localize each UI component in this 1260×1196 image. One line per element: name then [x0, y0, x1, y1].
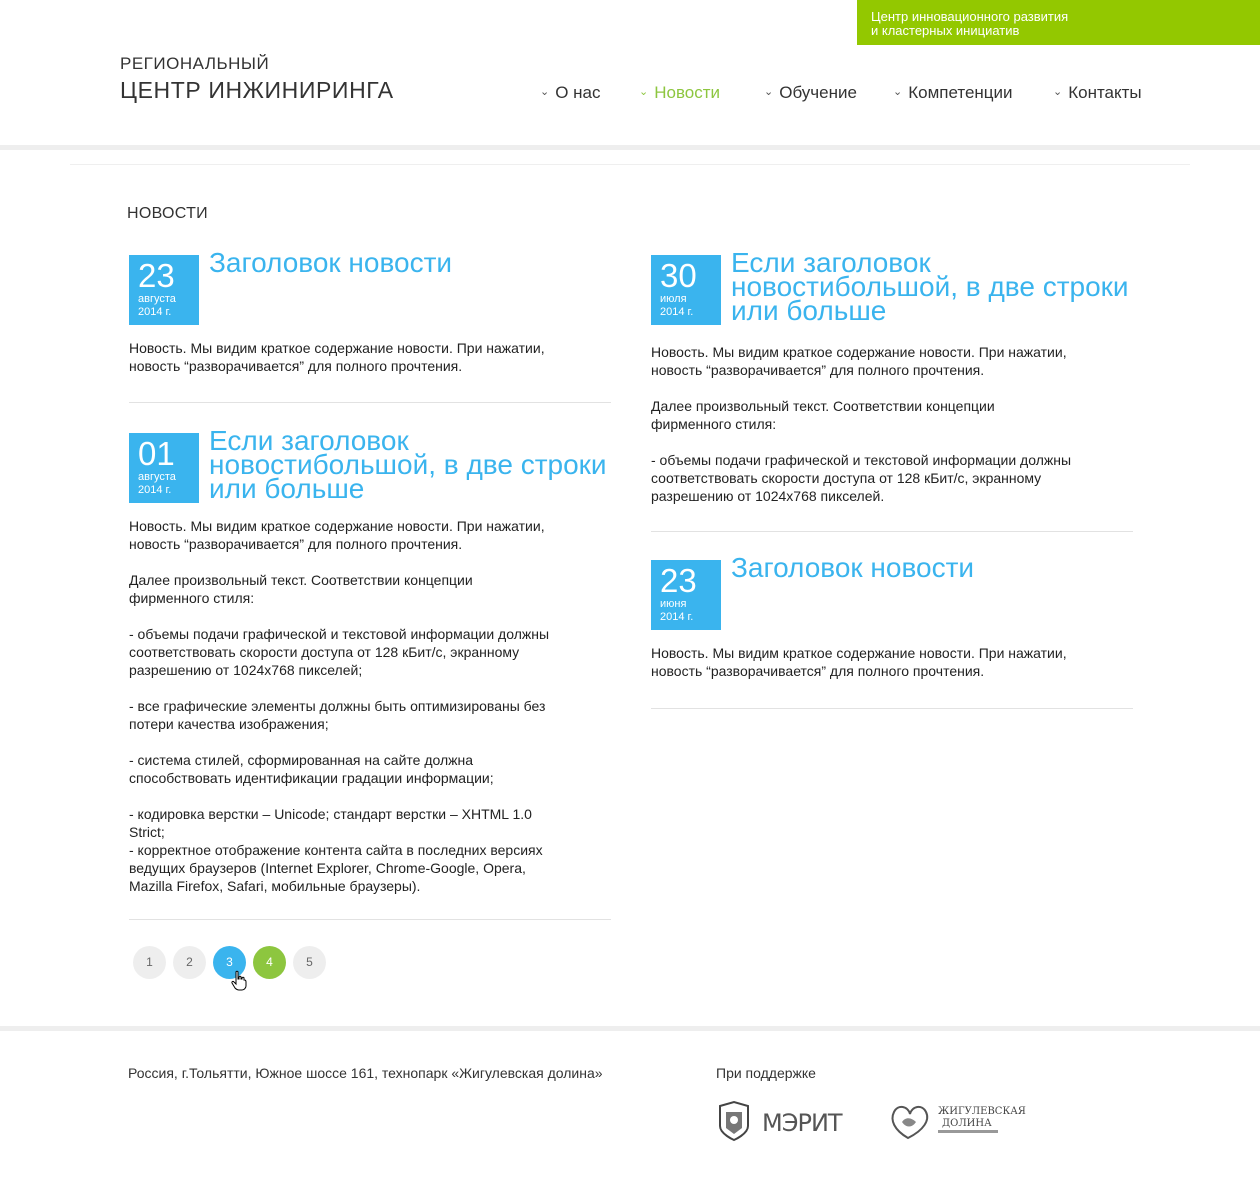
chevron-down-icon: ⌄	[1053, 86, 1063, 98]
news-title-link[interactable]: Если заголовок новостибольшой, в две строки или больше	[731, 247, 1129, 326]
news-title-link[interactable]: Заголовок новости	[731, 552, 975, 583]
nav-item-competencies[interactable]	[893, 83, 1013, 103]
news-text: Новость. Мы видим краткое содержание новости. При нажатии, новость “разворачивается” для полного прочтения.	[651, 645, 1067, 679]
news-month: августа	[138, 293, 176, 305]
news-text: Новость. Мы видим краткое содержание новости. При нажатии, новость “разворачивается” для полного прочтения. Далее произвольный текст. Соответствии концепции фирменного стиля: - объемы подачи графической и текстовой информации должны соответствовать скорости доступа от 128 кБит/с, экранному разрешению от 1024x768 пикселей; - все графические элементы должны быть оптимизированы без потери качества изображения; - система стилей, сформированная на сайте должна способствовать идентификации градации информации; - кодировка верстки – Unicode; стандарт верстки – XHTML 1.0 Strict; - корректное отображение контента сайта в последних версиях ведущих браузеров (Internet Explorer, Chrome-Google, Opera, Mazilla Firefox, Safari, мобильные браузеры).	[129, 518, 550, 894]
merit-logo[interactable]	[716, 1100, 861, 1142]
header-divider	[0, 145, 1260, 150]
page-button-2[interactable]: 2	[173, 946, 206, 979]
news-divider	[129, 919, 611, 920]
page-button-3-current[interactable]: 3	[213, 946, 246, 979]
page-button-5[interactable]: 5	[293, 946, 326, 979]
news-divider	[651, 531, 1133, 532]
logo-line2: ЦЕНТР ИНЖИНИРИНГА	[120, 77, 394, 103]
news-year: 2014 г.	[138, 306, 172, 318]
logo-line1: РЕГИОНАЛЬНЫЙ	[120, 54, 270, 73]
footer-support-label: При поддержке	[716, 1065, 816, 1081]
news-divider	[651, 708, 1133, 709]
nav-item-label: О нас	[555, 83, 601, 102]
top-badge[interactable]	[857, 0, 1260, 45]
header-divider-thin	[70, 164, 1190, 165]
news-month: июня	[660, 598, 687, 610]
news-month: августа	[138, 471, 176, 483]
nav-item-education[interactable]	[764, 83, 857, 103]
news-text: Новость. Мы видим краткое содержание новости. При нажатии, новость “разворачивается” для полного прочтения.	[129, 340, 545, 374]
nav-item-about[interactable]	[540, 83, 601, 103]
news-date-badge	[651, 560, 721, 630]
nav-item-label: Новости	[654, 83, 721, 102]
zhigulevskaya-dolina-logo[interactable]	[888, 1100, 1026, 1142]
news-date-badge	[129, 433, 199, 503]
footer-address: Россия, г.Тольятти, Южное шоссе 161, технопарк «Жигулевская долина»	[128, 1065, 603, 1081]
news-date-badge	[651, 255, 721, 325]
main-nav	[0, 83, 1260, 107]
hand-cursor-icon	[231, 971, 247, 991]
news-day: 23	[660, 562, 697, 599]
news-month: июля	[660, 293, 687, 305]
nav-item-news[interactable]	[639, 83, 720, 103]
page-button-4-hover[interactable]: 4	[253, 946, 286, 979]
jd-logo-text2: ДОЛИНА	[942, 1118, 992, 1129]
top-badge-line2: и кластерных инициатив	[871, 23, 1020, 38]
chevron-down-icon: ⌄	[540, 86, 550, 98]
news-text: Новость. Мы видим краткое содержание новости. При нажатии, новость “разворачивается” для полного прочтения. Далее произвольный текст. Соответствии концепции фирменного стиля: - объемы подачи графической и текстовой информации должны соответствовать скорости доступа от 128 кБит/с, экранному разрешению от 1024x768 пикселей.	[651, 344, 1072, 504]
news-date-badge	[129, 255, 199, 325]
top-badge-line1: Центр инновационного развития	[871, 9, 1069, 24]
jd-logo-text1: ЖИГУЛЕВСКАЯ	[938, 1106, 1026, 1117]
nav-item-label: Компетенции	[908, 83, 1013, 102]
chevron-down-icon: ⌄	[764, 86, 774, 98]
page-title: НОВОСТИ	[127, 205, 208, 222]
chevron-down-icon: ⌄	[893, 86, 903, 98]
news-divider	[129, 402, 611, 403]
news-year: 2014 г.	[660, 611, 694, 623]
merit-logo-text: МЭРИТ	[762, 1109, 842, 1137]
news-title-link[interactable]: Если заголовок новостибольшой, в две строки или больше	[209, 425, 607, 504]
news-year: 2014 г.	[660, 306, 694, 318]
footer-divider	[0, 1026, 1260, 1031]
news-day: 30	[660, 257, 697, 294]
chevron-down-icon: ⌄	[639, 86, 649, 98]
nav-item-contacts[interactable]	[1053, 83, 1142, 103]
page-button-1[interactable]: 1	[133, 946, 166, 979]
news-title-link[interactable]: Заголовок новости	[209, 247, 453, 278]
news-day: 01	[138, 435, 175, 472]
news-year: 2014 г.	[138, 484, 172, 496]
nav-item-label: Обучение	[779, 83, 857, 102]
nav-item-label: Контакты	[1068, 83, 1142, 102]
news-day: 23	[138, 257, 175, 294]
